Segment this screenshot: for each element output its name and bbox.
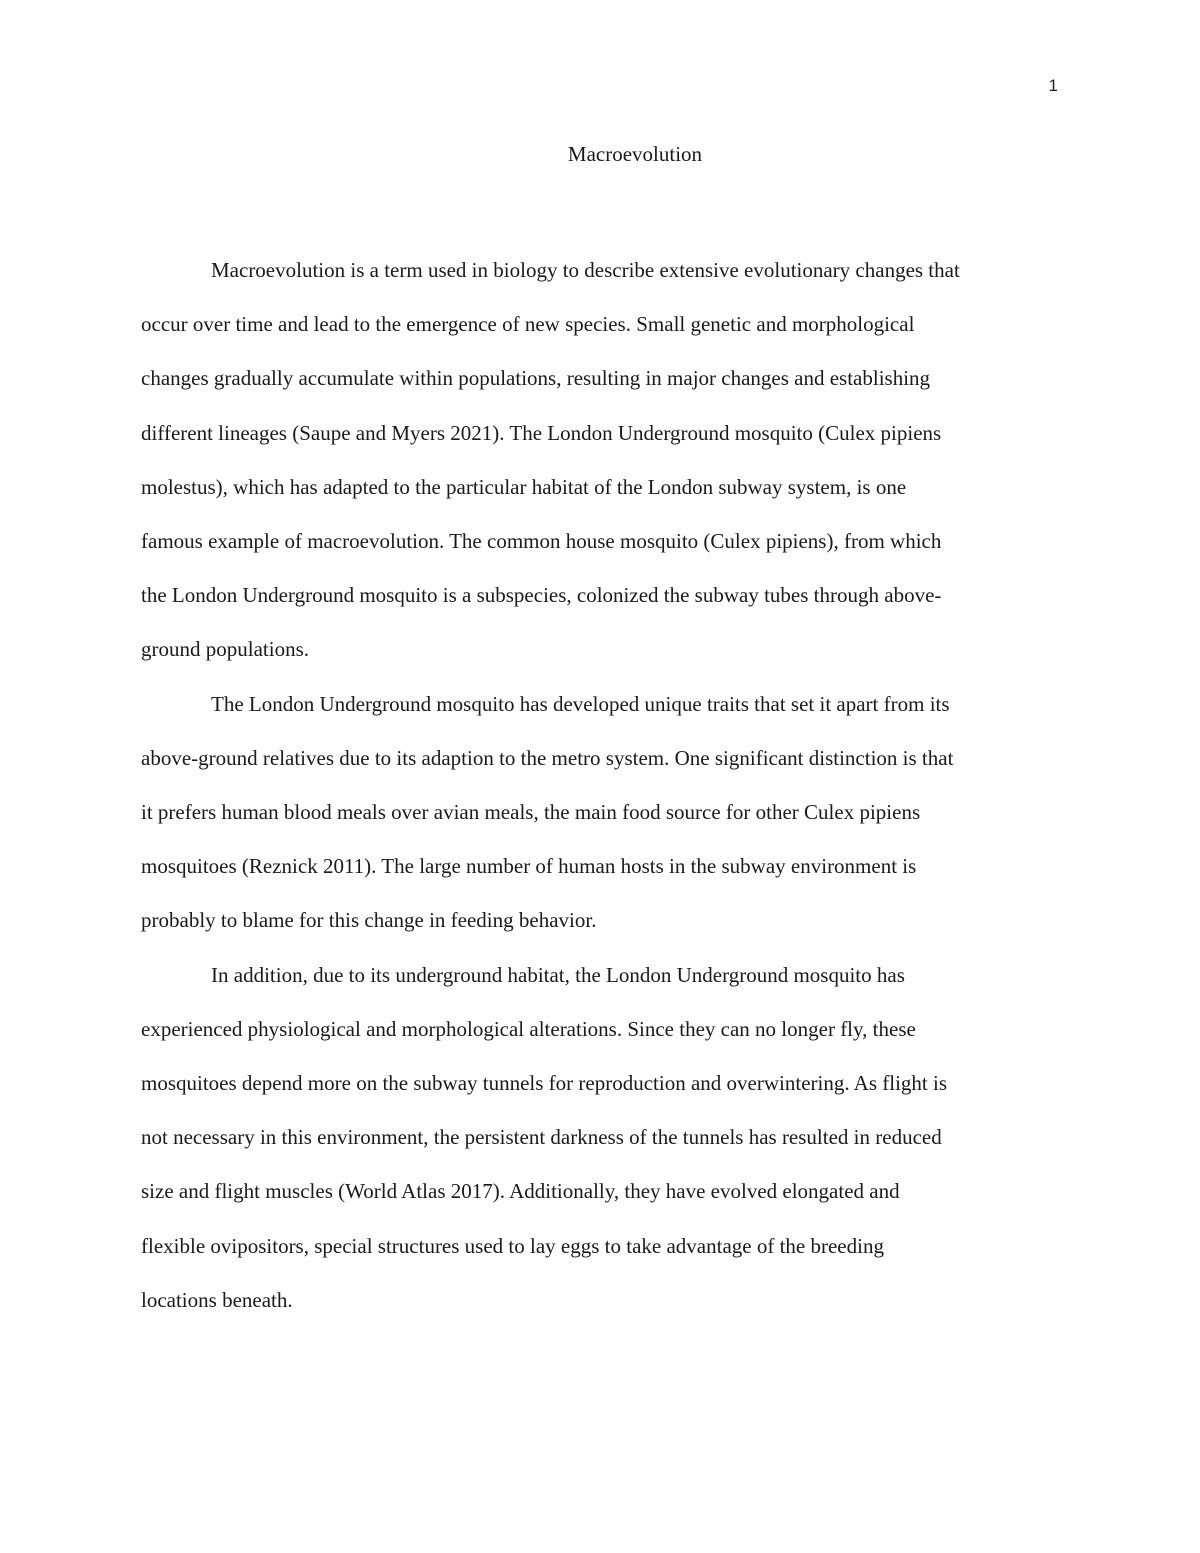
- text-line: locations beneath.: [141, 1287, 293, 1312]
- text-line: occur over time and lead to the emergence of new species. Small genetic and morphological: [141, 312, 915, 337]
- text-line: famous example of macroevolution. The common house mosquito (Culex pipiens), from which: [141, 529, 942, 554]
- text-line: experienced physiological and morphological alterations. Since they can no longer fly, these: [141, 1016, 916, 1041]
- text-line: ground populations.: [141, 637, 309, 662]
- text-line: probably to blame for this change in feeding behavior.: [141, 908, 597, 933]
- text-line: size and flight muscles (World Atlas 2017). Additionally, they have evolved elongated and: [141, 1179, 900, 1204]
- text-line: changes gradually accumulate within populations, resulting in major changes and establishing: [141, 366, 931, 391]
- document-title: Macroevolution: [567, 142, 703, 166]
- document-body: [141, 243, 1059, 1327]
- paragraph-3: [141, 948, 1059, 1327]
- text-line: the London Underground mosquito is a subspecies, colonized the subway tubes through above-: [141, 583, 942, 608]
- text-line: molestus), which has adapted to the particular habitat of the London subway system, is one: [141, 474, 907, 499]
- page-number: 1: [1048, 76, 1058, 95]
- text-line: The London Underground mosquito has developed unique traits that set it apart from its: [211, 691, 950, 716]
- text-line: mosquitoes (Reznick 2011). The large number of human hosts in the subway environment is: [141, 854, 917, 879]
- text-line: different lineages (Saupe and Myers 2021). The London Underground mosquito (Culex pipiens: [141, 420, 942, 445]
- paragraph-2: [141, 677, 1059, 948]
- text-line: flexible ovipositors, special structures used to lay eggs to take advantage of the breeding: [141, 1233, 884, 1258]
- text-line: Macroevolution is a term used in biology to describe extensive evolutionary changes that: [211, 258, 960, 282]
- paragraph-1: [141, 243, 1059, 677]
- text-line: it prefers human blood meals over avian meals, the main food source for other Culex pipiens: [141, 800, 921, 825]
- text-line: not necessary in this environment, the persistent darkness of the tunnels has resulted in reduced: [141, 1125, 942, 1150]
- text-line: In addition, due to its underground habitat, the London Underground mosquito has: [211, 962, 905, 987]
- text-line: above-ground relatives due to its adaption to the metro system. One significant distinction is that: [141, 745, 954, 770]
- text-line: mosquitoes depend more on the subway tunnels for reproduction and overwintering. As flight is: [141, 1071, 948, 1096]
